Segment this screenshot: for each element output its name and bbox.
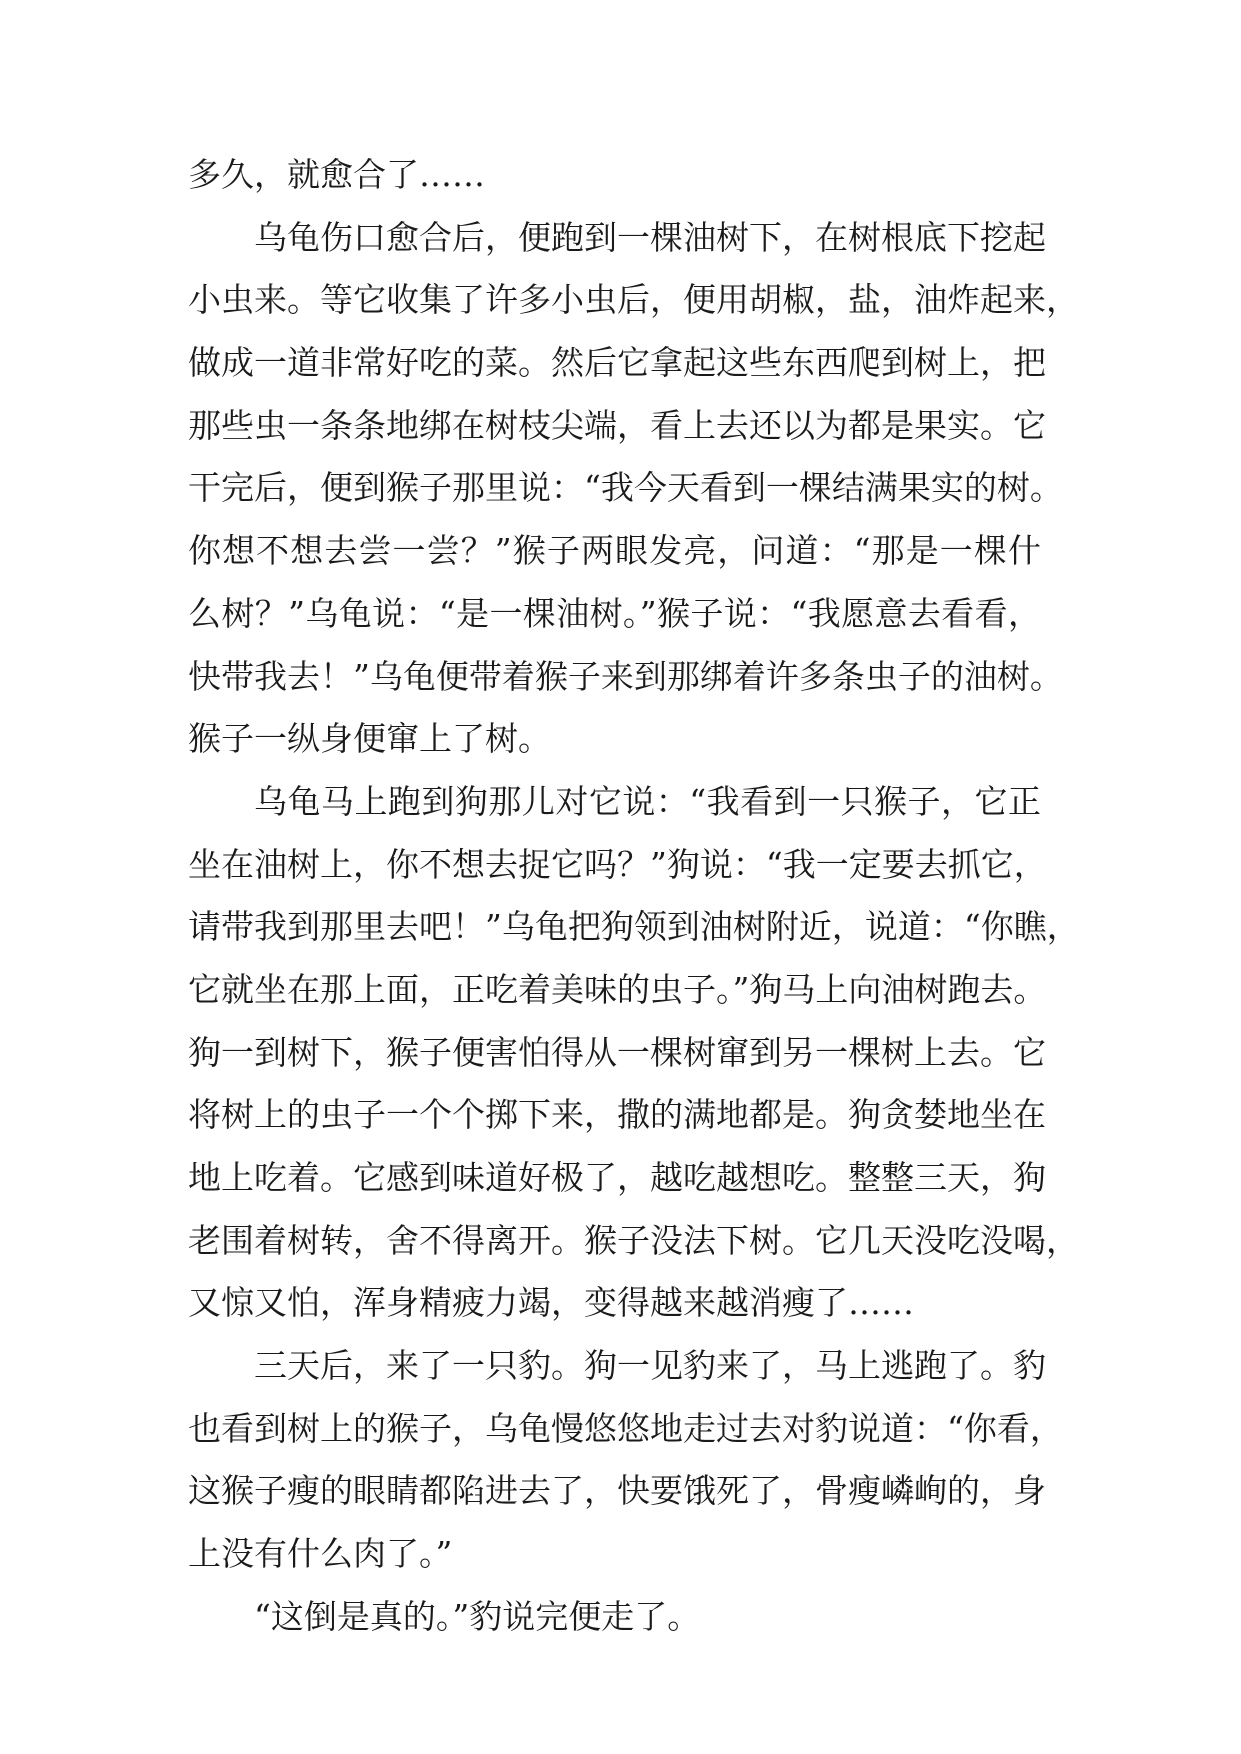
text-line: 乌龟伤口愈合后，便跑到一棵油树下，在树根底下挖起	[254, 217, 1046, 257]
text-line: 猴子一纵身便窜上了树。	[188, 719, 551, 759]
text-line: 乌龟马上跑到狗那儿对它说：“我看到一只猴子，它正	[254, 781, 1041, 821]
text-line: 狗一到树下，猴子便害怕得从一棵树窜到另一棵树上去。它	[188, 1032, 1046, 1072]
text-line: 地上吃着。它感到味道好极了，越吃越想吃。整整三天，狗	[188, 1158, 1046, 1197]
text-line: “这倒是真的。”豹说完便走了。	[254, 1596, 701, 1636]
text-line: 上没有什么肉了。”	[188, 1534, 453, 1574]
text-line: 也看到树上的猴子，乌龟慢悠悠地走过去对豹说道：“你看，	[188, 1408, 1063, 1448]
text-line: 三天后，来了一只豹。狗一见豹来了，马上逃跑了。豹	[254, 1346, 1046, 1386]
text-line: 坐在油树上，你不想去捉它吗？”狗说：“我一定要去抓它，	[188, 844, 1047, 884]
text-line: 多久，就愈合了……	[188, 155, 485, 194]
text-line: 老围着树转，舍不得离开。猴子没法下树。它几天没吃没喝，	[188, 1220, 1079, 1260]
text-line: 它就坐在那上面，正吃着美味的虫子。”狗马上向油树跑去。	[188, 969, 1047, 1009]
text-line: 么树？”乌龟说：“是一棵油树。”猴子说：“我愿意去看看，	[188, 593, 1041, 633]
text-line: 那些虫一条条地绑在树枝尖端，看上去还以为都是果实。它	[188, 405, 1046, 445]
text-line: 干完后，便到猴子那里说：“我今天看到一棵结满果实的树。	[188, 468, 1063, 508]
text-line: 快带我去！”乌龟便带着猴子来到那绑着许多条虫子的油树。	[188, 656, 1063, 696]
text-line: 将树上的虫子一个个掷下来，撒的满地都是。狗贪婪地坐在	[188, 1095, 1046, 1135]
text-line: 小虫来。等它收集了许多小虫后，便用胡椒，盐，油炸起来，	[188, 280, 1079, 320]
text-line: 做成一道非常好吃的菜。然后它拿起这些东西爬到树上，把	[188, 343, 1046, 383]
text-line: 又惊又怕，浑身精疲力竭，变得越来越消瘦了……	[188, 1283, 914, 1323]
text-line: 这猴子瘦的眼睛都陷进去了，快要饿死了，骨瘦嶙峋的，身	[188, 1471, 1046, 1511]
text-line: 你想不想去尝一尝？”猴子两眼发亮，问道：“那是一棵什	[188, 531, 1041, 571]
story-text	[188, 144, 1088, 1649]
text-line: 请带我到那里去吧！”乌龟把狗领到油树附近，说道：“你瞧，	[188, 907, 1080, 947]
